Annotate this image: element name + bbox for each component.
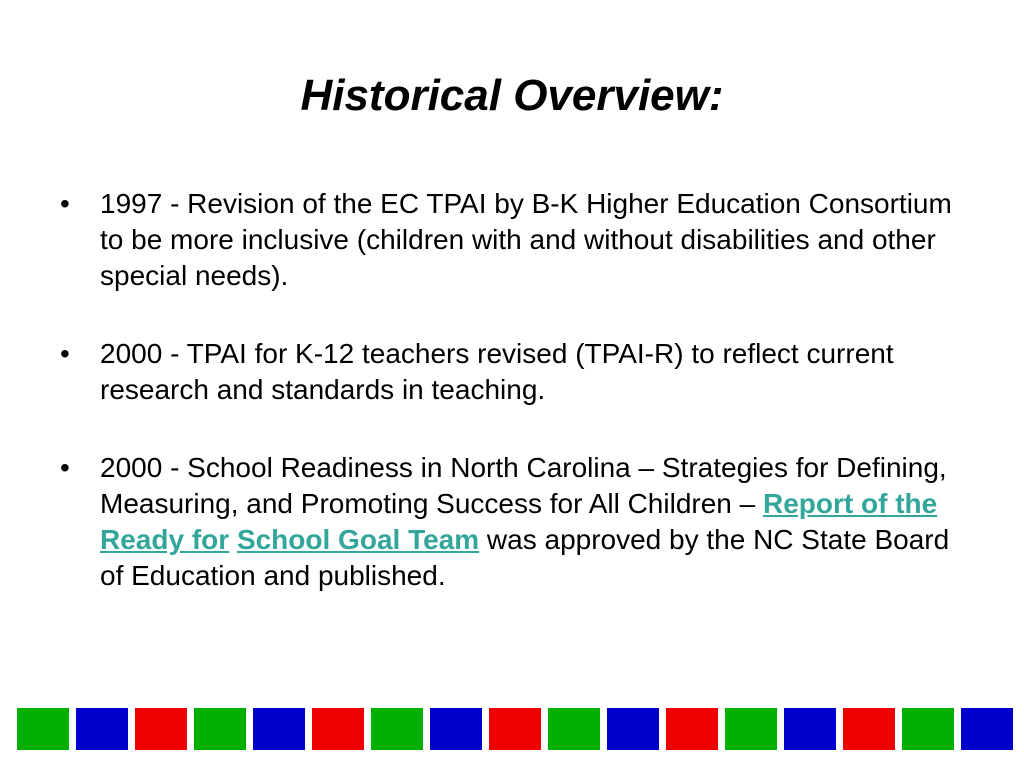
bullet-dot: • (60, 338, 70, 369)
bullet-item-1997-revision (60, 186, 970, 294)
footer-color-block (253, 708, 305, 750)
bullet-item-2000-tpai-r (60, 336, 970, 408)
bullet-dot: • (60, 188, 70, 219)
slide-title: Historical Overview: (300, 71, 724, 120)
footer-color-block (312, 708, 364, 750)
footer-color-block (371, 708, 423, 750)
footer-color-block (194, 708, 246, 750)
bullet-text-after: was approved by the NC State Board of Education and published. (100, 524, 950, 591)
footer-color-strip (17, 708, 1013, 750)
footer-color-block (135, 708, 187, 750)
footer-color-block (17, 708, 69, 750)
bullet-list (60, 186, 970, 636)
footer-color-block (430, 708, 482, 750)
footer-color-block (607, 708, 659, 750)
footer-color-block (843, 708, 895, 750)
footer-color-block (961, 708, 1013, 750)
footer-color-block (489, 708, 541, 750)
bullet-text: 2000 - TPAI for K-12 teachers revised (TPAI-R) to reflect current research and standards in teaching. (100, 338, 894, 405)
bullet-dot: • (60, 452, 70, 483)
report-link[interactable]: Report of the Ready for (100, 488, 938, 555)
footer-color-block (548, 708, 600, 750)
school-goal-team-link[interactable]: School Goal Team (236, 524, 480, 555)
footer-color-block (784, 708, 836, 750)
footer-color-block (725, 708, 777, 750)
bullet-item-2000-school-readiness (60, 450, 970, 594)
bullet-text-before: 2000 - School Readiness in North Carolina – Strategies for Defining, Measuring, and Promoting Success for All Children – (100, 452, 947, 519)
footer-color-block (902, 708, 954, 750)
bullet-text: 1997 - Revision of the EC TPAI by B-K Higher Education Consortium to be more inclusive (children with and without disabilities and other special needs). (100, 188, 952, 291)
footer-color-block (76, 708, 128, 750)
footer-color-block (666, 708, 718, 750)
